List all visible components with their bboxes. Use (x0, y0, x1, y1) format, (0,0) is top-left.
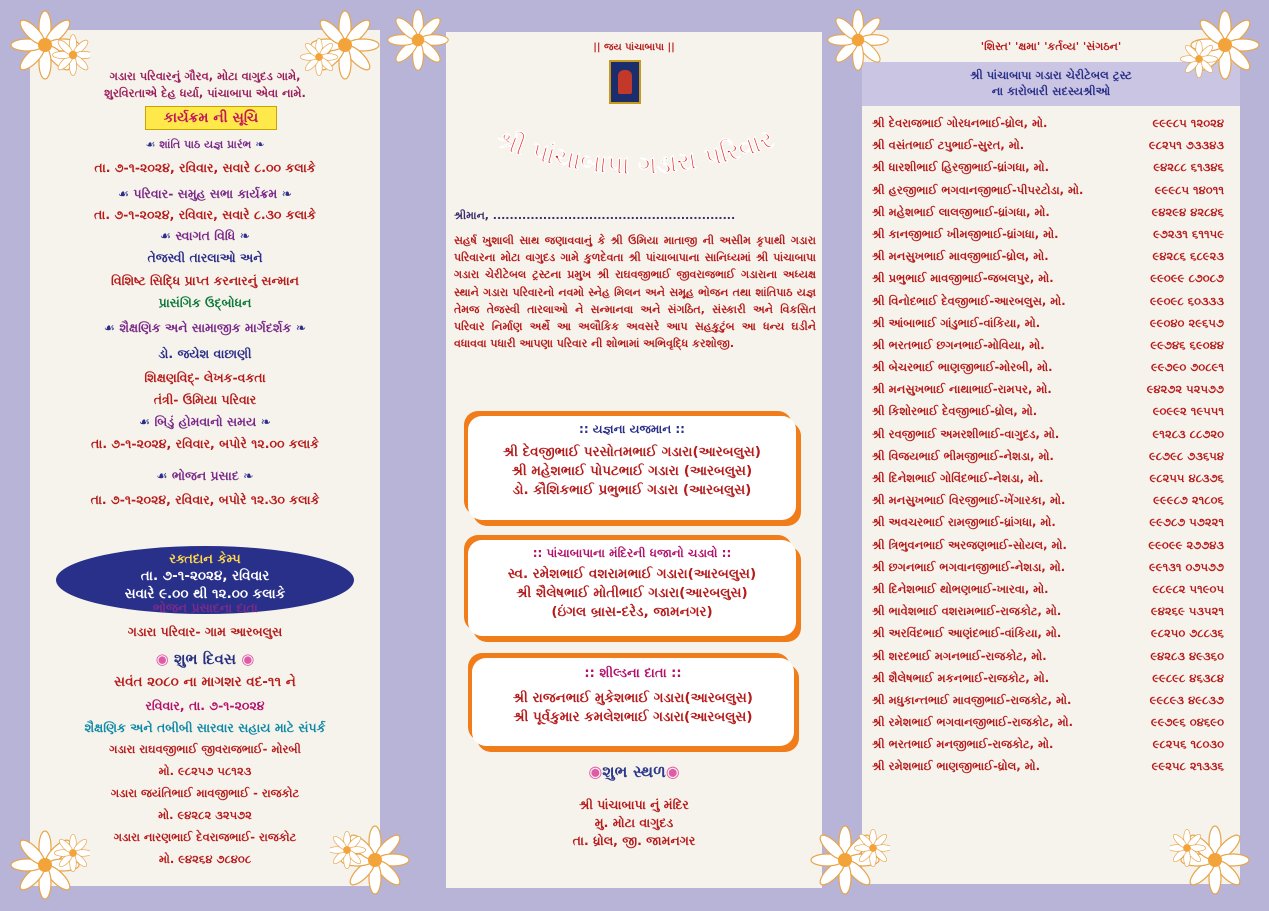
member-name: શ્રી શૈલેષભાઈ મકનભાઈ-રાજકોટ, મો. (872, 670, 1050, 685)
member-name: શ્રી વિનોદભાઈ દેવજીભાઈ-આરબલુસ, મો. (872, 293, 1066, 308)
member-row (872, 290, 1224, 312)
member-phone: ૯૯૦૯૯ ૮૭૦૮૭ (1150, 271, 1224, 286)
welcome-line-3: પ્રાસંગિક ઉદ્બોધન (158, 295, 252, 310)
yajman-line: શ્રી મહેશભાઈ પોપટભાઈ ગડારા (આરબલુસ) (511, 463, 753, 479)
member-phone: ૯૧૨૮૩ ૮૮૭૨૦ (1152, 426, 1224, 441)
member-phone: ૯૪૨૮૬ ૬૮૯૨૩ (1152, 249, 1224, 264)
member-row (872, 489, 1224, 511)
middle-panel (446, 32, 822, 888)
contact-line: મો. ૯૮૨૫૭ ૫૮૧૨૩ (158, 764, 252, 778)
yajman-line: શ્રી દેવજીભાઈ પરસોતમભાઈ ગડારા(આરબલુસ) (503, 444, 761, 460)
venue-line-3: તા. ધ્રોલ, જી. જામનગર (572, 833, 696, 848)
member-row (872, 622, 1224, 644)
member-phone: ૯૯૦૯૯ ૨૭૭૪૩ (1148, 537, 1224, 552)
contact-line: મો. ૯૪૨૮૨ ૩૨૫૭૨ (158, 808, 252, 822)
member-row (872, 556, 1224, 578)
venue-line-1: શ્રી પાંચાબાપા નું મંદિર (579, 797, 689, 812)
member-name: શ્રી વસંતભાઈ ટપુભાઈ-સુરત, મો. (872, 138, 1025, 153)
member-name: શ્રી દેવરાજભાઈ ગોરધનભાઈ-ધ્રોલ, મો. (872, 116, 1048, 130)
guide-line-1: ડો. જયેશ વાછાણી (158, 346, 252, 361)
member-phone: ૯૯૭૯૬ ૦૪૬૯૦ (1150, 715, 1224, 730)
yajman-line: ડો. કૌશિકભાઈ પ્રભુભાઈ ગડારા (આરબલુસ) (512, 482, 752, 498)
yajman-head: :: યજ્ઞના યજમાન :: (579, 422, 685, 436)
svg-text:શ્રી પાંચાબાપા ગડારા પરિવાર (492, 124, 778, 181)
item-2-text: તા. ૭-૧-૨૦૨૪, રવિવાર, સવારે ૮.૩૦ કલાકે (94, 207, 316, 222)
member-name: શ્રી રવજીભાઈ અમરશીભાઈ-વાગુદડ, મો. (872, 426, 1060, 441)
member-name: શ્રી ભરતભાઈ મનજીભાઈ-રાજકોટ, મો. (872, 737, 1054, 752)
member-phone: ૯૮૯૮૨ ૫૧૯૦૫ (1152, 581, 1224, 596)
shield-card (472, 658, 794, 746)
trust-title (862, 67, 1240, 99)
date-line: રવિવાર, તા. ૭-૧-૨૦૨૪ (145, 698, 265, 713)
member-row (872, 445, 1224, 467)
trust-line-2: ના કારોબારી સદસ્યશ્રીઓ (991, 84, 1111, 98)
dhaja-line: શ્રી શૈલેષભાઈ મોતીભાઈ ગડારા(આરબલુસ) (516, 585, 748, 601)
venue-head: ◉શુભ સ્થળ◉ (588, 762, 680, 781)
member-phone: ૯૯૦૯૮ ૬૦૩૩૩ (1149, 293, 1224, 308)
member-name: શ્રી છગનભાઈ ભગવાનજીભાઈ-નેશડા, મો. (872, 559, 1066, 574)
donor-head: ☙ ભોજન પ્રસાદના દાતા ❧ (137, 600, 273, 615)
right-panel (862, 30, 1240, 884)
member-row (872, 267, 1224, 289)
welcome-line-2: વિશિષ્ટ સિદ્ધિ પ્રાપ્ત કરનારનું સન્માન (111, 273, 299, 288)
donor-text: ગડારા પરિવાર- ગામ આરબલુસ (127, 624, 283, 639)
program-title: કાર્યક્રમ ની સૂચિ (145, 106, 277, 130)
venue-address (446, 796, 822, 850)
shubh-divas: ◉ શુભ દિવસ ◉ (155, 650, 255, 668)
member-name: શ્રી ભાવેશભાઈ વશરામભાઈ-રાજકોટ, મો. (872, 604, 1062, 619)
member-name: શ્રી અરવિંદભાઈ આણંદભાઈ-વાંકિયા, મો. (872, 626, 1062, 641)
intro-line-2: શુરવિરતાએ દેહ ધર્યા, પાંચાબાપા એવા નામે. (104, 86, 306, 100)
shield-line: શ્રી રાજનભાઈ મુકેશભાઈ ગડારા(આરબલુસ) (513, 690, 753, 706)
member-row (872, 511, 1224, 533)
dhaja-card (468, 540, 796, 636)
member-row (872, 245, 1224, 267)
member-row (872, 733, 1224, 755)
member-row (872, 467, 1224, 489)
member-name: શ્રી બેચરભાઈ ભાણજીભાઈ-મોરબી, મો. (872, 360, 1053, 375)
contact-line: ગડારા રાઘવજીભાઈ જીવરાજભાઈ- મોરબી (109, 742, 301, 756)
invitation-body: સહર્ષ ખુશાલી સાથ જણાવવાનું કે શ્રી ઉમિયા માતાજી ની અસીમ કૃપાથી ગડારા પરિવારના મોટા વાગુદડ ગામે કુળદેવતા શ્રી પાંચાબાપાના સાનિધ્યમાં શ્રી પાંચાબાપા ગડારા ચેરીટેબલ ટ્રસ્ટના પ્રમુખ શ્રી રાઘવજીભાઈ જીવરાજભાઈ ગડારાના અધ્યક્ષ સ્થાને ગડારા પરિવારનો નવમો સ્નેહ મિલન અને સમૂહ ભોજન તથા શાંતિપાઠ યજ્ઞ તેમજ તેજસ્વી તારલાઓ ને સન્માનવા અને સંગઠિત, સંસ્કારી અને વિકસિત પરિવાર નિર્માણ અર્થે આ અલૌકિક અવસરે આપ સહકુટુંબ આ ધન્ય ઘડીને વધાવવા પધારી આપણા પરિવાર ની શોભામાં અભિવૃદ્ધિ કરશોજી. (454, 234, 816, 351)
member-phone: ૯૮૨૫૦ ૭૮૮૩૬ (1150, 626, 1224, 641)
member-phone: ૯૯૭૮૭ ૫૭૨૨૧ (1149, 515, 1224, 530)
member-name: શ્રી મહેશભાઈ લાલજીભાઈ-ધ્રાંગધા, મો. (872, 204, 1050, 219)
welcome-head: ☙ સ્વાગત વિધિ ❧ (159, 228, 251, 243)
bhojan-head: ☙ ભોજન પ્રસાદ ❧ (156, 468, 254, 483)
dhaja-head: :: પાંચાબાપાના મંદિરની ધજાનો ચડાવો :: (532, 546, 732, 560)
member-name: શ્રી ત્રિભુવનભાઈ અરજણભાઈ-સોયલ, મો. (872, 537, 1067, 552)
member-phone: ૯૮૨૫૬ ૧૮૦૩૦ (1152, 737, 1224, 752)
dhaja-line: (ઇંગલ બ્રાસ-દરેડ, જામનગર) (551, 604, 713, 620)
member-row (872, 112, 1224, 134)
member-name: શ્રી ભરતભાઈ છગનભાઈ-મોવિયા, મો. (872, 337, 1045, 352)
member-row (872, 600, 1224, 622)
member-row (872, 689, 1224, 711)
motto: 'શિસ્ત' 'ક્ષમા' 'કર્તવ્ય' 'સંગઠન' (980, 40, 1122, 53)
member-phone: ૯૪૨૯૪ ૪૨૮૪૬ (1151, 204, 1224, 219)
member-row (872, 711, 1224, 733)
item-1-head: ☙ શાંતિ પાઠ યજ્ઞ પ્રારંભ ❧ (145, 138, 265, 151)
member-row (872, 578, 1224, 600)
member-phone: ૯૯૨૫૮ ૨૧૩૩૬ (1151, 759, 1224, 774)
shriman-line: શ્રીમાન, .......................................................... (454, 209, 736, 222)
member-name: શ્રી રમેશભાઈ ભાણજીભાઈ-ધ્રોલ, મો. (872, 759, 1041, 774)
member-name: શ્રી દિનેશભાઈ થોભણભાઈ-ખારવા, મો. (872, 581, 1049, 596)
trust-line-1: શ્રી પાંચાબાપા ગડારા ચેરીટેબલ ટ્રસ્ટ (970, 68, 1132, 82)
yajman-card (468, 416, 796, 520)
bhojan-text: તા. ૭-૧-૨૦૨૪, રવિવાર, બપોરે ૧૨.૩૦ કલાકે (90, 492, 320, 507)
member-name: શ્રી પ્રભુભાઈ માવજીભાઈ-જબલપુર, મો. (872, 271, 1054, 286)
member-phone: ૯૪૨૬૯ ૫૩૫૨૧ (1150, 604, 1224, 619)
member-phone: ૯૯૦૪૦ ૨૯૬૫૭ (1149, 315, 1224, 330)
member-phone: ૯૪૨૭૨ ૫૨૫૭૭ (1146, 382, 1224, 397)
member-row (872, 400, 1224, 422)
main-title-text: શ્રી પાંચાબાપા ગડારા પરિવાર (491, 124, 778, 182)
homa-text: તા. ૭-૧-૨૦૨૪, રવિવાર, બપોરે ૧૨.૦૦ કલાકે (90, 436, 320, 451)
ornament-icon: ☙ (117, 186, 134, 201)
member-name: શ્રી હરજીભાઈ ભગવાનજીભાઈ-પીપરટોડા, મો. (872, 182, 1084, 197)
member-row (872, 223, 1224, 245)
member-row (872, 134, 1224, 156)
member-phone: ૯૮૨૫૧ ૭૩૩૪૩ (1148, 138, 1224, 153)
member-name: શ્રી અવચરભાઈ રામજીભાઈ-ધ્રાંગધા, મો. (872, 515, 1056, 530)
intro-line-1: ગડારા પરિવારનું ગૌરવ, મોટા વાગુદડ ગામે, (109, 69, 301, 83)
member-row (872, 334, 1224, 356)
member-name: શ્રી કાનજીભાઈ ખીમજીભાઈ-ધ્રાંગધા, મો. (872, 226, 1059, 241)
member-name: શ્રી મનસુખભાઈ માવજીભાઈ-ધ્રોલ, મો. (872, 249, 1049, 264)
member-name: શ્રી વિજયભાઈ ભીમજીભાઈ-નેશડા, મો. (872, 448, 1054, 463)
member-phone: ૯૯૯૮૫ ૧૨૦૨૪ (1152, 116, 1224, 130)
main-title (446, 94, 822, 204)
member-row (872, 156, 1224, 178)
member-row (872, 179, 1224, 201)
member-phone: ૯૯૭૪૬ ૬૯૦૪૪ (1150, 337, 1224, 352)
member-name: શ્રી મનસુખભાઈ વિરજીભાઈ-ખેંગારકા, મો. (872, 493, 1066, 508)
ornament-icon: ☙ (145, 138, 160, 151)
member-row (872, 645, 1224, 667)
member-row (872, 755, 1224, 777)
venue-line-2: મુ. મોટા વાગુદડ (594, 815, 674, 830)
guide-line-3: તંત્રી- ઉમિયા પરિવાર (153, 392, 257, 407)
member-name: શ્રી ધારશીભાઈ હિરજીભાઈ-ધ્રાંગધા, મો. (872, 160, 1049, 175)
circle-icon: ◉ (588, 762, 603, 781)
member-row (872, 378, 1224, 400)
member-name: શ્રી મધુકાન્તભાઈ માવજીભાઈ-રાજકોટ, મો. (872, 692, 1072, 707)
member-list (872, 112, 1224, 778)
shield-head: :: શીલ્ડના દાતા :: (584, 666, 682, 681)
member-phone: ૯૯૭૯૦ ૭૦૮૯૧ (1150, 360, 1224, 375)
contact-line: ગડારા નારણભાઈ દેવરાજભાઈ- રાજકોટ (113, 830, 297, 844)
member-phone: ૯૯૯૮૭ ૨૧૮૦૬ (1153, 493, 1224, 508)
member-phone: ૯૮૭૯૮ ૭૩૬૫૪ (1148, 448, 1224, 463)
member-name: શ્રી આંબાભાઈ ગાંડુભાઈ-વાંકિયા, મો. (872, 315, 1041, 330)
shield-line: શ્રી પૂર્વકુમાર કમલેશભાઈ ગડારા(આરબલુસ) (513, 709, 753, 725)
member-row (872, 312, 1224, 334)
member-row (872, 667, 1224, 689)
member-row (872, 201, 1224, 223)
member-name: શ્રી મનસુખભાઈ નાથાભાઈ-રામપર, મો. (872, 382, 1052, 397)
member-row (872, 356, 1224, 378)
contact-head: શૈક્ષણિક અને તબીબી સારવાર સહાય માટે સંપર્ક (84, 720, 326, 735)
intro-verse (30, 68, 380, 102)
left-panel (30, 30, 380, 886)
member-phone: ૯૯૮૯૩ ૪૯૮૩૭ (1149, 692, 1224, 707)
welcome-line-1: તેજસ્વી તારલાઓ અને (147, 250, 263, 265)
member-row (872, 534, 1224, 556)
member-phone: ૯૯૧૩૧ ૦૭૫૭૭ (1148, 559, 1224, 574)
blood-camp-line-2: સવારે ૯.૦૦ થી ૧૨.૦૦ કલાકે (124, 586, 286, 602)
contact-line: ગડારા જયંતિભાઈ માવજીભાઈ - રાજકોટ (110, 786, 300, 800)
samvat-line: સવંત ૨૦૮૦ ના માગશર વદ-૧૧ ને (114, 674, 296, 690)
member-phone: ૯૯૮૯૮ ૪૬૩૮૪ (1152, 670, 1224, 685)
dhaja-line: સ્વ. રમેશભાઈ વશરામભાઈ ગડારા(આરબલુસ) (507, 566, 757, 582)
member-name: શ્રી રમેશભાઈ ભગવાનજીભાઈ-રાજકોટ, મો. (872, 715, 1074, 730)
jay-panchabapa: || જય પાંચાબાપા || (593, 42, 675, 53)
homa-head: ☙ બિડું હોમવાનો સમય ❧ (138, 414, 272, 429)
member-phone: ૯૭૨૩૧ ૬૧૧૫૯ (1153, 226, 1224, 241)
blood-camp-line-1: તા. ૭-૧-૨૦૨૪, રવિવાર (140, 568, 270, 584)
circle-icon: ◉ (155, 650, 174, 668)
member-phone: ૯૯૯૮૫ ૧૪૦૧૧ (1154, 182, 1224, 197)
member-phone: ૯૪૨૮૮ ૬૧૩૪૬ (1153, 160, 1224, 175)
item-1-text: તા. ૭-૧-૨૦૨૪, રવિવાર, સવારે ૮.૦૦ કલાકે (94, 160, 316, 175)
contact-line: મો. ૯૪૨૬૪ ૭૮૪૦૮ (158, 852, 252, 866)
member-name: શ્રી કિશોરભાઈ દેવજીભાઈ-ધ્રોલ, મો. (872, 404, 1038, 419)
member-phone: ૯૦૯૯૨ ૧૯૫૫૧ (1152, 404, 1224, 419)
guide-line-2: શિક્ષણવિદ્- લેખક-વકતા (144, 370, 266, 385)
member-name: શ્રી દિનેશભાઈ ગોવિંદભાઈ-નેશડા, મો. (872, 471, 1044, 485)
guide-head: ☙ શૈક્ષણિક અને સામાજીક માર્ગદર્શક ❧ (103, 320, 307, 335)
member-phone: ૯૪૨૮૩ ૪૯૩૬૦ (1150, 648, 1224, 663)
item-2-head: ☙ પરિવાર- સમુહ સભા કાર્યક્રમ ❧ (117, 186, 293, 201)
member-name: શ્રી શરદભાઈ મગનભાઈ-રાજકોટ, મો. (872, 648, 1047, 663)
member-phone: ૯૮૨૫૫ ૪૮૩૭૬ (1149, 471, 1224, 485)
blood-camp-title: રક્તદાન કેમ્પ (169, 552, 241, 567)
member-row (872, 423, 1224, 445)
